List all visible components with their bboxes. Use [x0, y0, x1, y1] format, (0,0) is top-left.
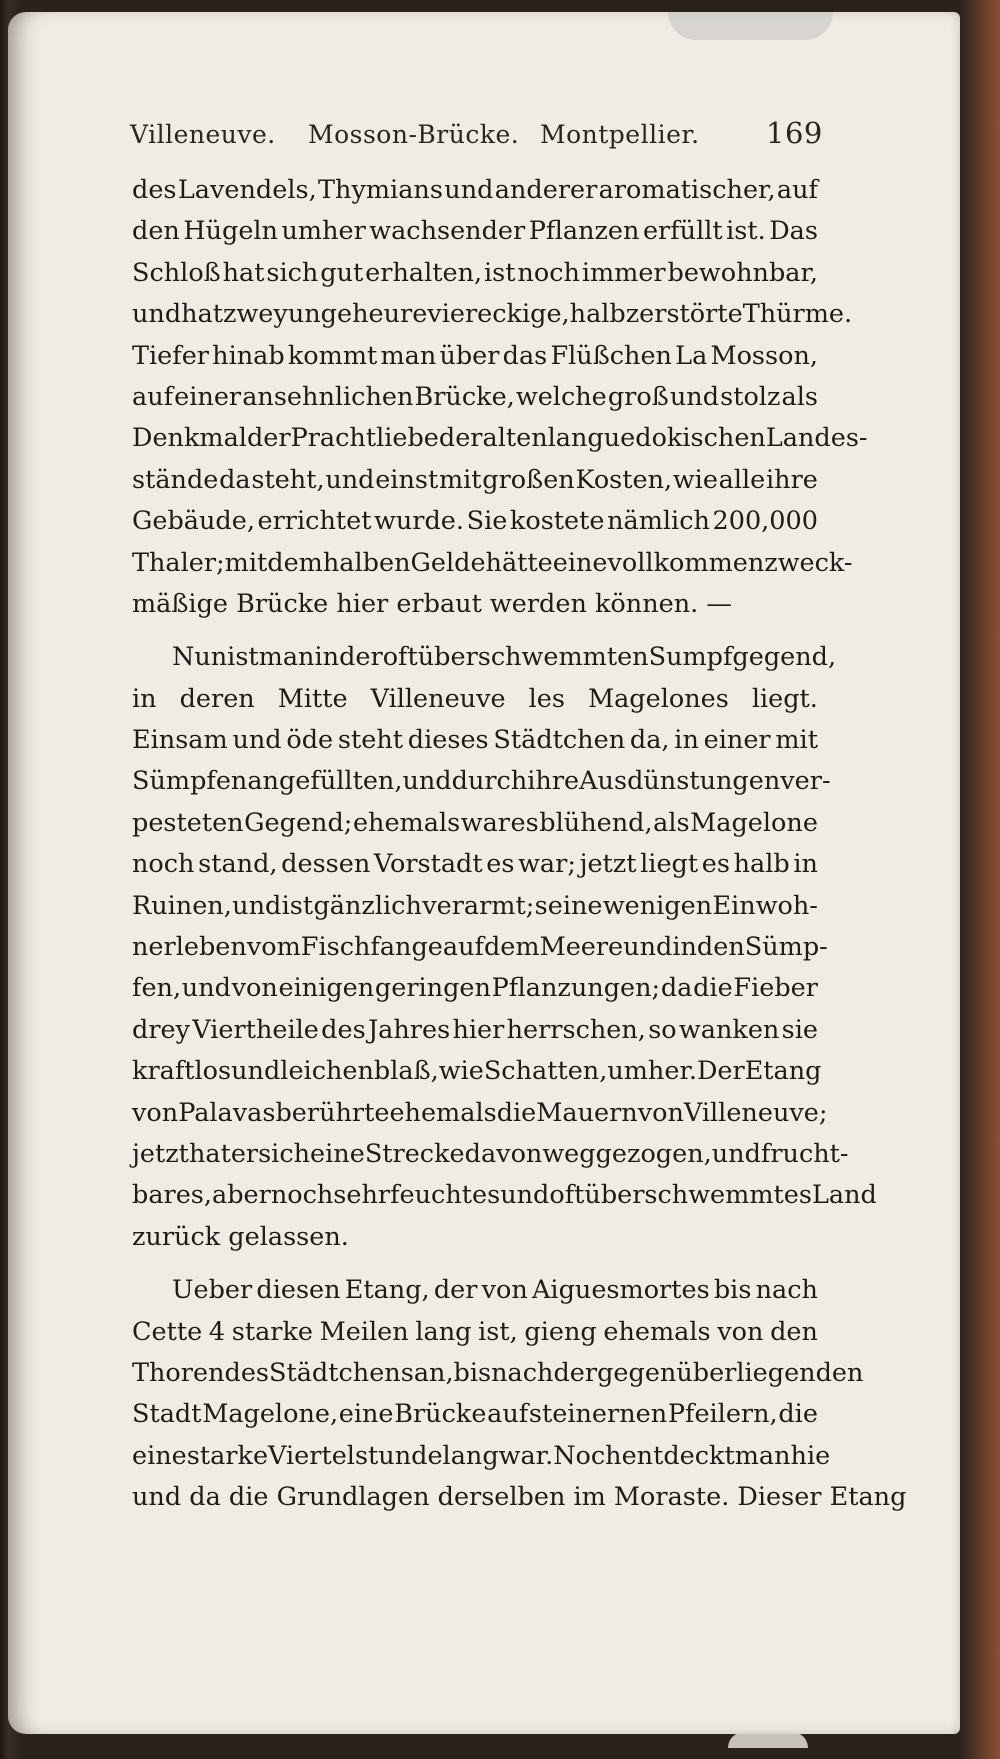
word: mit: [775, 725, 818, 756]
word: stolz: [720, 381, 781, 412]
word: gegenüberliegenden: [597, 1357, 864, 1388]
word: Sie: [466, 506, 508, 537]
word: dessen: [281, 849, 371, 880]
text-line: [132, 927, 828, 968]
word: Flüßchen: [550, 340, 672, 371]
word: den: [770, 1316, 818, 1347]
word: so: [648, 1014, 677, 1045]
word: immer: [581, 257, 666, 288]
word: bewohnbar,: [667, 257, 818, 288]
word: noch: [517, 257, 580, 288]
word: kostete: [509, 506, 605, 537]
running-header: [130, 116, 823, 160]
word: ungeheure: [287, 299, 428, 330]
word: Brücke: [394, 1399, 487, 1430]
word: Etang: [744, 1056, 822, 1087]
word: oft: [382, 642, 418, 673]
word: Gebäude,: [132, 506, 255, 537]
word: ist,: [478, 1316, 518, 1347]
word: überschwemmtes: [584, 1180, 812, 1211]
word: den: [132, 216, 180, 247]
word: Der: [696, 1056, 745, 1087]
word: Noch: [553, 1440, 622, 1471]
word: er: [230, 1138, 259, 1169]
word: diesen: [256, 1275, 341, 1306]
word: dieses: [407, 725, 489, 756]
word: Villeneuve: [370, 683, 506, 714]
word: umher.: [607, 1056, 697, 1087]
text-line: [132, 377, 818, 418]
word: herrschen,: [506, 1014, 646, 1045]
word: Pflanzungen;: [491, 973, 661, 1004]
word: Mosson,: [710, 340, 818, 371]
word: sie: [781, 1014, 818, 1045]
word: Sumpfgegend,: [648, 642, 837, 673]
paragraph: [132, 1270, 907, 1518]
word: dem: [483, 932, 540, 963]
word: Prachtliebe: [290, 423, 439, 454]
word: der: [438, 423, 483, 454]
text-line: [132, 1175, 877, 1216]
word: nach: [755, 1275, 818, 1306]
text-line: [132, 886, 818, 927]
word: Magelone: [690, 807, 818, 838]
paper-edge-mark: [728, 1732, 808, 1748]
word: in: [672, 932, 697, 963]
word: da,: [629, 725, 670, 756]
word: Gelde: [410, 547, 486, 578]
word: weggezogen,: [542, 1138, 712, 1169]
word: Tiefer: [132, 340, 209, 371]
word: leben: [175, 932, 247, 963]
word: ist: [484, 257, 516, 288]
word: feuchtes: [390, 1180, 501, 1211]
word: einigen: [278, 973, 375, 1004]
word: drey: [132, 1014, 191, 1045]
word: errichtet: [257, 506, 372, 537]
word: alle: [718, 464, 766, 495]
word: jetzt: [579, 849, 637, 880]
word: es: [486, 849, 515, 880]
word: Ueber: [172, 1275, 253, 1306]
word: man: [734, 1440, 791, 1471]
word: mit: [438, 464, 482, 495]
word: Thymians: [318, 175, 443, 205]
word: Magelone,: [202, 1399, 339, 1430]
word: hätte: [485, 547, 553, 578]
word: Mitte: [277, 683, 348, 714]
word: Schloß: [132, 257, 221, 288]
word: wurde.: [374, 506, 465, 537]
word: 200,000: [712, 506, 818, 537]
word: Sümpfen: [132, 766, 248, 797]
paragraph-gap: [132, 625, 818, 637]
word: anderer: [494, 175, 598, 205]
word: und: [231, 1056, 281, 1087]
word: Einwoh-: [712, 890, 818, 921]
text-line: [132, 253, 818, 294]
word: alten: [482, 423, 548, 454]
word: Lavendels,: [177, 175, 317, 205]
word: eine: [552, 547, 608, 578]
word: ihre: [766, 464, 818, 495]
word: gut: [320, 257, 364, 288]
word: hat: [222, 257, 265, 288]
body-text: [132, 170, 907, 1519]
word: auf: [442, 932, 484, 963]
word: man: [380, 340, 437, 371]
word: wachsender: [369, 216, 526, 247]
word: Strecke: [364, 1138, 465, 1169]
word: wanken: [678, 1014, 780, 1045]
word: auf: [776, 175, 818, 205]
word: und: [402, 766, 452, 797]
word: ist.: [726, 216, 766, 247]
word: dem: [267, 547, 323, 578]
word: liegt.: [751, 683, 818, 714]
word: stände: [132, 464, 219, 495]
word: von: [637, 1097, 684, 1128]
word: nämlich: [607, 506, 710, 537]
word: 4: [208, 1316, 226, 1347]
word: und: [623, 932, 673, 963]
text-line: [132, 1010, 818, 1051]
word: hat: [181, 299, 224, 330]
word: Sümp-: [744, 932, 828, 963]
text-line: [132, 501, 818, 542]
word: sehr: [333, 1180, 391, 1211]
word: oft: [549, 1180, 585, 1211]
word: in: [132, 683, 157, 714]
word: lang: [415, 1316, 472, 1347]
word: und: [232, 890, 282, 921]
word: in: [793, 849, 818, 880]
word: der: [339, 642, 383, 673]
word: die: [778, 1399, 818, 1430]
word: halb: [569, 299, 626, 330]
word: Thürme.: [742, 299, 853, 330]
word: welche: [515, 381, 607, 412]
word: Fischfange: [300, 932, 443, 963]
word: ihre: [527, 766, 580, 797]
word: geringen: [374, 973, 491, 1004]
word: hinab: [212, 340, 285, 371]
word: war;: [518, 849, 576, 880]
word: vollkommen: [607, 547, 765, 578]
word: Vorstadt: [373, 849, 483, 880]
word: wie: [438, 1056, 484, 1087]
word: erfüllt: [642, 216, 723, 247]
word: ver-: [780, 766, 831, 797]
word: gieng: [524, 1316, 597, 1347]
word: ist: [281, 890, 314, 921]
word: an,: [413, 1357, 454, 1388]
word: mit: [224, 547, 268, 578]
text-line: [132, 460, 818, 501]
text-line: [132, 803, 818, 844]
text-line: [132, 844, 818, 885]
word: vom: [246, 932, 301, 963]
text-line: [132, 761, 831, 802]
word: gänzlich: [313, 890, 422, 921]
word: berührte: [275, 1097, 390, 1128]
word: davon: [464, 1138, 543, 1169]
word: Pflanzen: [528, 216, 640, 247]
word: leichenblaß,: [280, 1056, 439, 1087]
word: war.: [498, 1440, 554, 1471]
paragraph: [132, 637, 877, 1258]
text-line: [132, 679, 818, 720]
word: pesteten: [132, 807, 244, 838]
word: der: [553, 1357, 598, 1388]
word: Thoren: [132, 1357, 225, 1388]
word: von: [231, 973, 278, 1004]
word: ner: [132, 932, 176, 963]
word: angefüllten,: [247, 766, 403, 797]
word: zweck-: [764, 547, 853, 578]
word: war: [460, 807, 510, 838]
word: Meere: [539, 932, 624, 963]
word: sich: [266, 257, 319, 288]
word: noch: [270, 1180, 334, 1211]
word: verarmt;: [422, 890, 535, 921]
word: Thaler;: [132, 547, 225, 578]
word: und: [181, 973, 231, 1004]
paragraph-gap: [132, 1258, 818, 1270]
word: Ausdünstungen: [579, 766, 781, 797]
word: viereckige,: [427, 299, 570, 330]
word: ehemals: [389, 1097, 497, 1128]
word: ansehnlichen: [242, 381, 414, 412]
word: kraftlos: [132, 1056, 232, 1087]
word: sich: [258, 1138, 311, 1169]
word: Städtchen: [493, 725, 626, 756]
header-left-place: Villeneuve.: [130, 120, 276, 149]
word: seine: [534, 890, 603, 921]
word: die: [496, 1097, 537, 1128]
text-line: [132, 543, 853, 584]
word: und: [500, 1180, 550, 1211]
text-line: [132, 637, 837, 678]
paragraph: [132, 170, 868, 625]
word: in: [674, 725, 699, 756]
word: als: [781, 381, 818, 412]
word: aromatischer,: [598, 175, 776, 205]
word: erhalten,: [365, 257, 483, 288]
paper-tab-mark: [668, 12, 833, 40]
word: eine: [132, 1440, 187, 1471]
text-line: [132, 170, 818, 211]
word: nach: [491, 1357, 554, 1388]
text-line: [132, 1270, 818, 1311]
word: eine: [310, 1138, 365, 1169]
word: Brücke,: [414, 381, 515, 412]
word: zerstörte: [625, 299, 743, 330]
word: es: [701, 849, 730, 880]
word: und: [669, 381, 720, 412]
word: der: [433, 1275, 478, 1306]
word: Palavas: [178, 1097, 276, 1128]
word: Mauern: [536, 1097, 638, 1128]
word: Land: [811, 1180, 877, 1211]
word: noch: [132, 849, 195, 880]
word: auf: [132, 381, 174, 412]
word: Viertelstunde: [268, 1440, 443, 1471]
word: starke: [186, 1440, 269, 1471]
word: Schatten,: [483, 1056, 608, 1087]
word: auf: [487, 1399, 529, 1430]
word: starke: [231, 1316, 314, 1347]
word: bis: [453, 1357, 492, 1388]
word: blühend,: [539, 807, 653, 838]
word: es: [510, 807, 539, 838]
word: kommt: [287, 340, 378, 371]
word: Magelones: [587, 683, 729, 714]
page-number: 169: [766, 116, 823, 150]
word: deren: [179, 683, 255, 714]
text-line: [132, 720, 818, 761]
word: Ruinen,: [132, 890, 232, 921]
word: halb: [733, 849, 790, 880]
word: als: [653, 807, 690, 838]
word: öde: [286, 725, 334, 756]
word: Denkmal: [132, 423, 247, 454]
word: frucht-: [760, 1138, 849, 1169]
word: Fieber: [733, 973, 818, 1004]
word: des: [132, 175, 177, 205]
text-line: [132, 968, 818, 1009]
text-line: [132, 1353, 864, 1394]
word: zwey: [223, 299, 288, 330]
text-line: [132, 1312, 818, 1353]
word: Viertheile: [192, 1014, 319, 1045]
word: bares,: [132, 1180, 212, 1211]
word: entdeckt: [621, 1440, 735, 1471]
word: umher: [281, 216, 366, 247]
word: Meilen: [319, 1316, 409, 1347]
word: und: [325, 464, 375, 495]
word: einst: [375, 464, 439, 495]
word: das: [502, 340, 548, 371]
word: steht,: [251, 464, 325, 495]
word: Das: [769, 216, 818, 247]
word: groß: [607, 381, 669, 412]
text-line: [132, 418, 868, 459]
text-line: [132, 294, 853, 335]
word: den: [696, 932, 745, 963]
word: wie: [672, 464, 718, 495]
word: da: [219, 464, 251, 495]
word: Aiguesmortes: [532, 1275, 710, 1306]
word: in: [314, 642, 340, 673]
word: bis: [713, 1275, 752, 1306]
word: von: [132, 1097, 179, 1128]
word: Villeneuve;: [683, 1097, 828, 1128]
text-line: und da die Grundlagen derselben im Moraste. Dieser Etang: [132, 1482, 907, 1513]
word: über: [439, 340, 500, 371]
word: aber: [212, 1180, 271, 1211]
word: des: [321, 1014, 366, 1045]
word: lang: [442, 1440, 499, 1471]
word: und: [232, 725, 282, 756]
word: hie: [790, 1440, 831, 1471]
word: großen: [482, 464, 575, 495]
header-middle-place: Mosson-Brücke.: [308, 120, 520, 149]
word: hier: [452, 1014, 505, 1045]
word: stand,: [198, 849, 278, 880]
word: ehemals: [352, 807, 461, 838]
word: La: [675, 340, 708, 371]
word: man: [258, 642, 315, 673]
word: einer: [703, 725, 771, 756]
word: ist: [227, 642, 259, 673]
word: von: [717, 1316, 764, 1347]
word: Cette: [132, 1316, 203, 1347]
word: überschwemmten: [417, 642, 649, 673]
word: languedokischen: [547, 423, 766, 454]
word: Hügeln: [183, 216, 278, 247]
text-line: [132, 1436, 831, 1477]
word: eine: [338, 1399, 394, 1430]
word: die: [693, 973, 733, 1004]
word: Kosten,: [575, 464, 673, 495]
word: und: [132, 299, 182, 330]
word: von: [481, 1275, 528, 1306]
word: jetzt: [132, 1138, 189, 1169]
word: Städtchens: [269, 1357, 414, 1388]
word: Jahres: [367, 1014, 451, 1045]
word: fen,: [132, 973, 182, 1004]
text-line: [132, 1093, 828, 1134]
word: Einsam: [132, 725, 228, 756]
text-line: [132, 1051, 822, 1092]
word: des: [224, 1357, 270, 1388]
word: und: [444, 175, 494, 205]
text-line: [132, 336, 818, 377]
header-right-place: Montpellier.: [540, 120, 700, 149]
word: Pfeilern,: [667, 1399, 778, 1430]
word: halben: [322, 547, 411, 578]
word: Nun: [172, 642, 228, 673]
text-line: [132, 1394, 818, 1435]
word: einer: [174, 381, 242, 412]
word: Gegend;: [244, 807, 353, 838]
word: und: [711, 1138, 761, 1169]
word: Stadt: [132, 1399, 202, 1430]
text-line: mäßige Brücke hier erbaut werden können. —: [132, 588, 732, 619]
word: Etang,: [344, 1275, 430, 1306]
word: steinernen: [528, 1399, 668, 1430]
word: wenigen: [602, 890, 713, 921]
word: Landes-: [765, 423, 868, 454]
text-line: [132, 211, 818, 252]
word: da: [660, 973, 693, 1004]
word: les: [528, 683, 565, 714]
word: steht: [337, 725, 404, 756]
text-line: zurück gelassen.: [132, 1221, 349, 1252]
word: durch: [451, 766, 528, 797]
word: der: [246, 423, 291, 454]
word: ehemals: [603, 1316, 711, 1347]
word: liegt: [640, 849, 699, 880]
text-line: [132, 1134, 849, 1175]
word: hat: [188, 1138, 231, 1169]
